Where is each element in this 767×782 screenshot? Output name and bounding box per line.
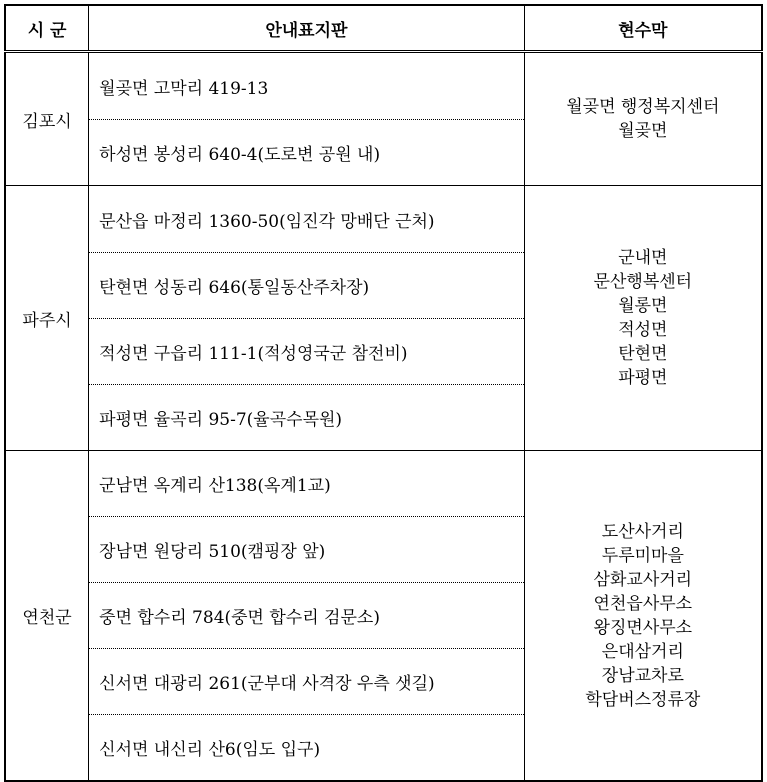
banner-location: 군내면 xyxy=(618,248,668,268)
city-cell-gimpo: 김포시 xyxy=(5,52,89,186)
table-row xyxy=(5,186,762,253)
banner-location: 장남교차로 xyxy=(601,665,684,686)
header-sign: 안내표지판 xyxy=(89,5,525,52)
header-banner: 현수막 xyxy=(524,5,762,52)
banner-location: 두루미마을 xyxy=(601,545,684,566)
table-row xyxy=(5,52,762,120)
sign-location: 탄현면 성동리 646(통일동산주차장) xyxy=(89,253,525,319)
banner-cell-gimpo xyxy=(524,52,762,186)
sign-location: 월곶면 고막리 419-13 xyxy=(89,52,525,120)
sign-location: 장남면 원당리 510(캠핑장 앞) xyxy=(89,517,525,583)
sign-location: 신서면 내신리 산6(임도 입구) xyxy=(89,715,525,782)
sign-location: 적성면 구읍리 111-1(적성영국군 참전비) xyxy=(89,319,525,385)
banner-location: 삼화교사거리 xyxy=(593,569,693,590)
sign-location: 군남면 옥계리 산138(옥계1교) xyxy=(89,451,525,517)
banner-location: 월롱면 xyxy=(618,296,668,316)
banner-location: 문산행복센터 xyxy=(593,272,693,292)
header-row xyxy=(5,5,762,52)
sign-location: 중면 합수리 784(중면 합수리 검문소) xyxy=(89,583,525,649)
banner-location: 탄현면 xyxy=(618,344,668,364)
sign-location: 파평면 율곡리 95-7(율곡수목원) xyxy=(89,385,525,451)
header-city: 시 군 xyxy=(5,5,89,52)
banner-cell-paju xyxy=(524,186,762,451)
table-row xyxy=(5,451,762,517)
banner-location: 월곶면 xyxy=(618,121,668,141)
banner-location: 은대삼거리 xyxy=(601,641,684,662)
sign-location: 신서면 대광리 261(군부대 사격장 우측 샛길) xyxy=(89,649,525,715)
city-cell-yeoncheon: 연천군 xyxy=(5,451,89,782)
sign-location: 하성면 봉성리 640-4(도로변 공원 내) xyxy=(89,120,525,186)
banner-location: 연천읍사무소 xyxy=(593,593,693,614)
banner-location: 학담버스정류장 xyxy=(585,689,701,710)
banner-location: 월곶면 행정복지센터 xyxy=(566,97,720,117)
banner-location: 왕징면사무소 xyxy=(593,617,693,638)
signage-location-table xyxy=(4,4,763,782)
banner-location: 적성면 xyxy=(618,320,668,340)
sign-location: 문산읍 마정리 1360-50(임진각 망배단 근처) xyxy=(89,186,525,253)
city-cell-paju: 파주시 xyxy=(5,186,89,451)
banner-cell-yeoncheon xyxy=(524,451,762,782)
banner-location: 도산사거리 xyxy=(601,521,684,542)
banner-location: 파평면 xyxy=(618,368,668,388)
